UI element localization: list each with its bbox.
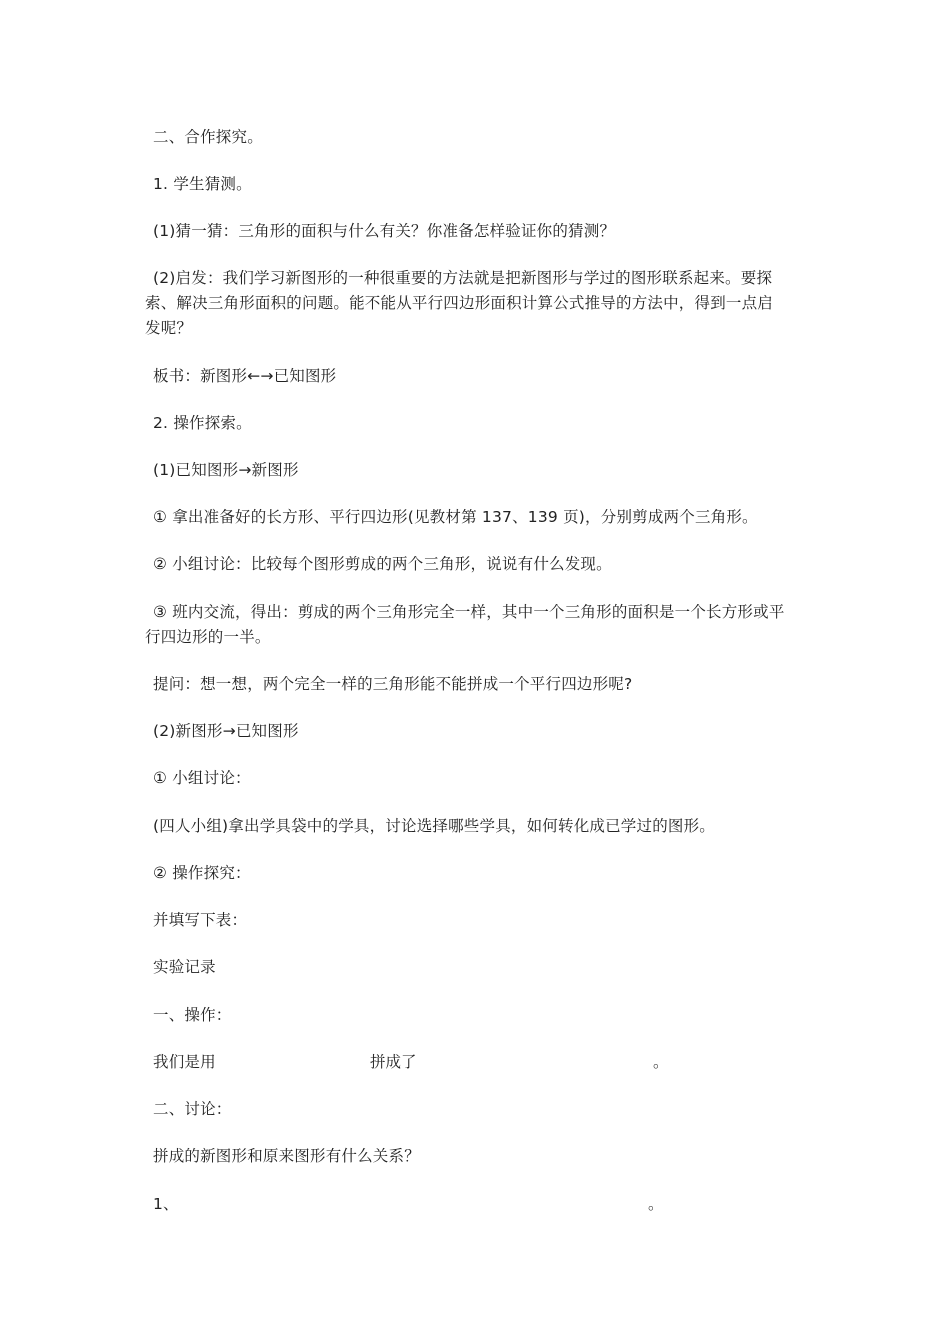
sub1-item-2: ② 小组讨论：比较每个图形剪成的两个三角形，说说有什么发现。 xyxy=(153,555,612,573)
step2-title: 2. 操作探索。 xyxy=(153,414,252,432)
sub2-item-2: ② 操作探究： xyxy=(153,864,251,882)
record-discussion-title: 二、讨论： xyxy=(153,1100,232,1118)
record-operation-part-1: 我们是用 xyxy=(153,1053,216,1071)
sub1-item-1: ① 拿出准备好的长方形、平行四边形(见教材第 137、139 页)，分别剪成两个三角形。 xyxy=(153,508,758,526)
sub1-item-3-line-2: 行四边形的一半。 xyxy=(145,628,271,646)
record-discussion-item-1-end: 。 xyxy=(648,1195,664,1213)
section-title: 二、合作探究。 xyxy=(153,128,263,146)
record-operation-title: 一、操作： xyxy=(153,1006,232,1024)
sub2-item-1-detail: (四人小组)拿出学具袋中的学具，讨论选择哪些学具，如何转化成已学过的图形。 xyxy=(153,817,715,835)
sub2-item-1: ① 小组讨论： xyxy=(153,769,251,787)
sub1-title: (1)已知图形→新图形 xyxy=(153,461,299,479)
board-note: 板书：新图形←→已知图形 xyxy=(153,367,337,385)
question-text: 提问：想一想，两个完全一样的三角形能不能拼成一个平行四边形呢? xyxy=(153,675,633,693)
record-discussion-item-1: 1、 xyxy=(153,1195,179,1213)
guess-question-2-line-1: (2)启发：我们学习新图形的一种很重要的方法就是把新图形与学过的图形联系起来。要探 xyxy=(153,269,773,287)
step1-title: 1. 学生猜测。 xyxy=(153,175,252,193)
guess-question-2-line-2: 索、解决三角形面积的问题。能不能从平行四边形面积计算公式推导的方法中，得到一点启 xyxy=(145,294,774,312)
sub1-item-3-line-1: ③ 班内交流，得出：剪成的两个三角形完全一样，其中一个三角形的面积是一个长方形或平 xyxy=(153,603,785,621)
record-discussion-question: 拼成的新图形和原来图形有什么关系？ xyxy=(153,1147,420,1165)
guess-question-1: (1)猜一猜：三角形的面积与什么有关？你准备怎样验证你的猜测？ xyxy=(153,222,616,240)
record-operation-part-2: 拼成了 xyxy=(370,1053,417,1071)
record-title: 实验记录 xyxy=(153,958,216,976)
record-operation-end: 。 xyxy=(653,1053,669,1071)
guess-question-2-line-3: 发呢？ xyxy=(145,319,193,337)
fill-table-instruction: 并填写下表： xyxy=(153,911,248,929)
sub2-title: (2)新图形→已知图形 xyxy=(153,722,299,740)
